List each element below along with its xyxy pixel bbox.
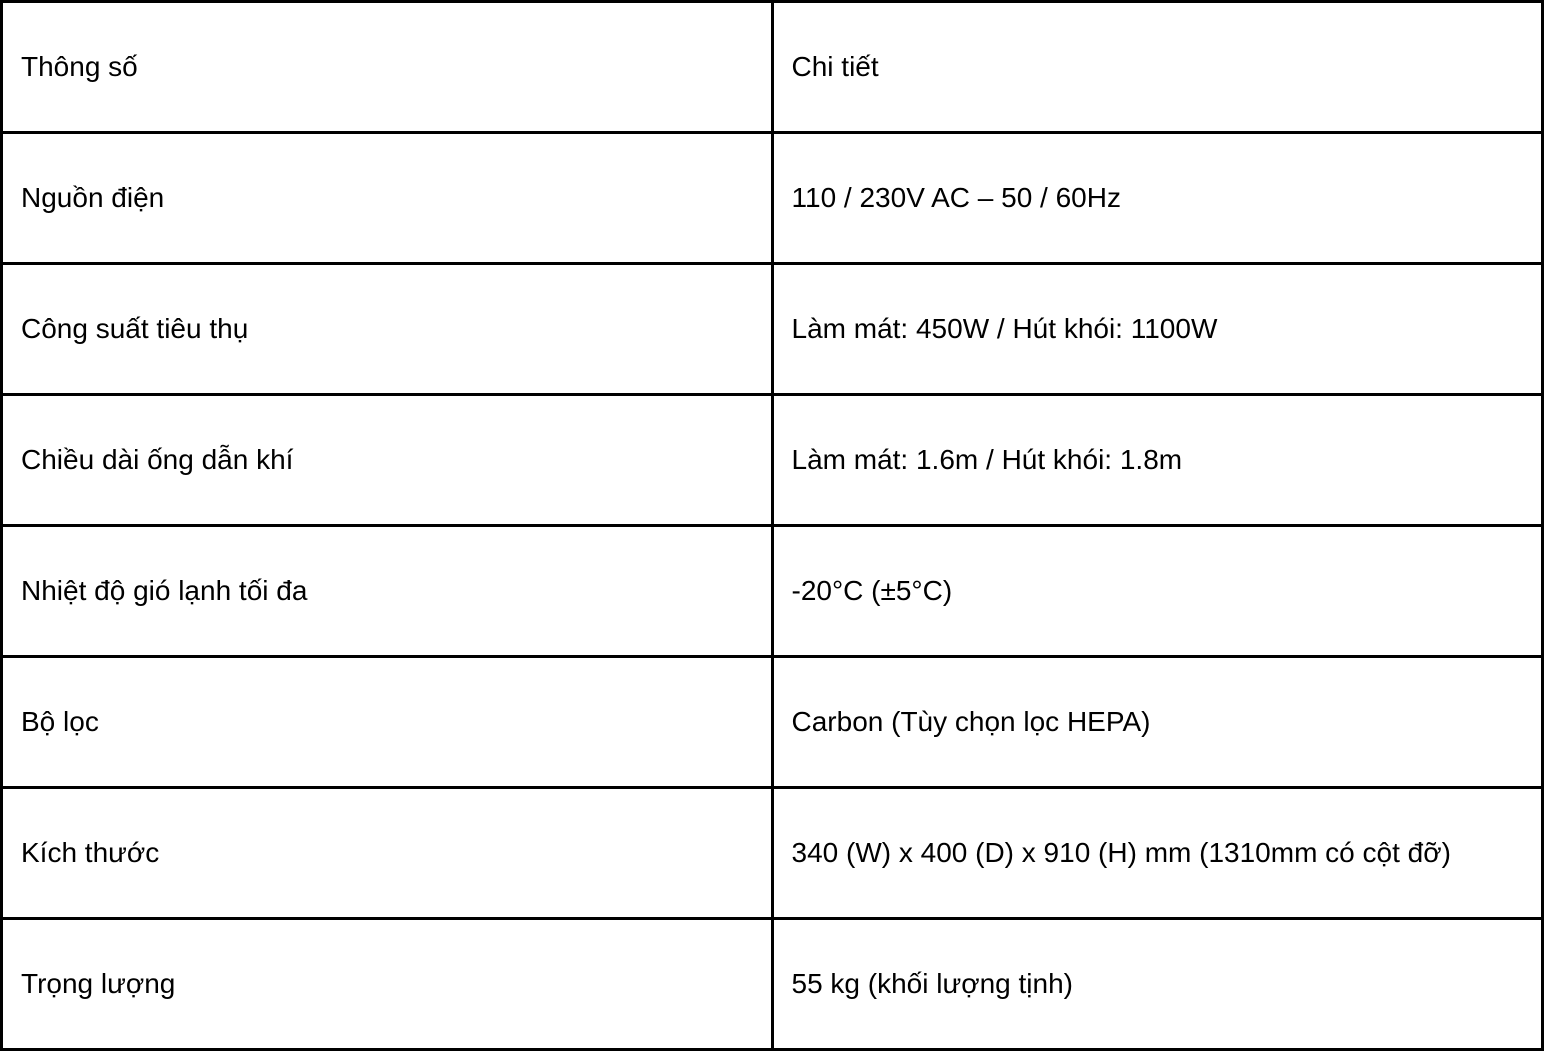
detail-cell: Carbon (Tùy chọn lọc HEPA) xyxy=(772,657,1543,788)
header-row xyxy=(2,2,1543,133)
table-row xyxy=(2,919,1543,1050)
header-cell-param: Thông số xyxy=(2,2,773,133)
detail-cell: -20°C (±5°C) xyxy=(772,526,1543,657)
param-cell: Trọng lượng xyxy=(2,919,773,1050)
param-cell: Chiều dài ống dẫn khí xyxy=(2,395,773,526)
detail-cell: Làm mát: 1.6m / Hút khói: 1.8m xyxy=(772,395,1543,526)
param-cell: Bộ lọc xyxy=(2,657,773,788)
param-cell: Công suất tiêu thụ xyxy=(2,264,773,395)
table-row xyxy=(2,395,1543,526)
table-row xyxy=(2,133,1543,264)
param-cell: Kích thước xyxy=(2,788,773,919)
detail-cell: 110 / 230V AC – 50 / 60Hz xyxy=(772,133,1543,264)
table-row xyxy=(2,526,1543,657)
param-cell: Nguồn điện xyxy=(2,133,773,264)
detail-cell: Làm mát: 450W / Hút khói: 1100W xyxy=(772,264,1543,395)
detail-cell: 340 (W) x 400 (D) x 910 (H) mm (1310mm có cột đỡ) xyxy=(772,788,1543,919)
param-cell: Nhiệt độ gió lạnh tối đa xyxy=(2,526,773,657)
detail-cell: 55 kg (khối lượng tịnh) xyxy=(772,919,1543,1050)
table-row xyxy=(2,788,1543,919)
table-row xyxy=(2,264,1543,395)
table-row xyxy=(2,657,1543,788)
header-cell-detail: Chi tiết xyxy=(772,2,1543,133)
